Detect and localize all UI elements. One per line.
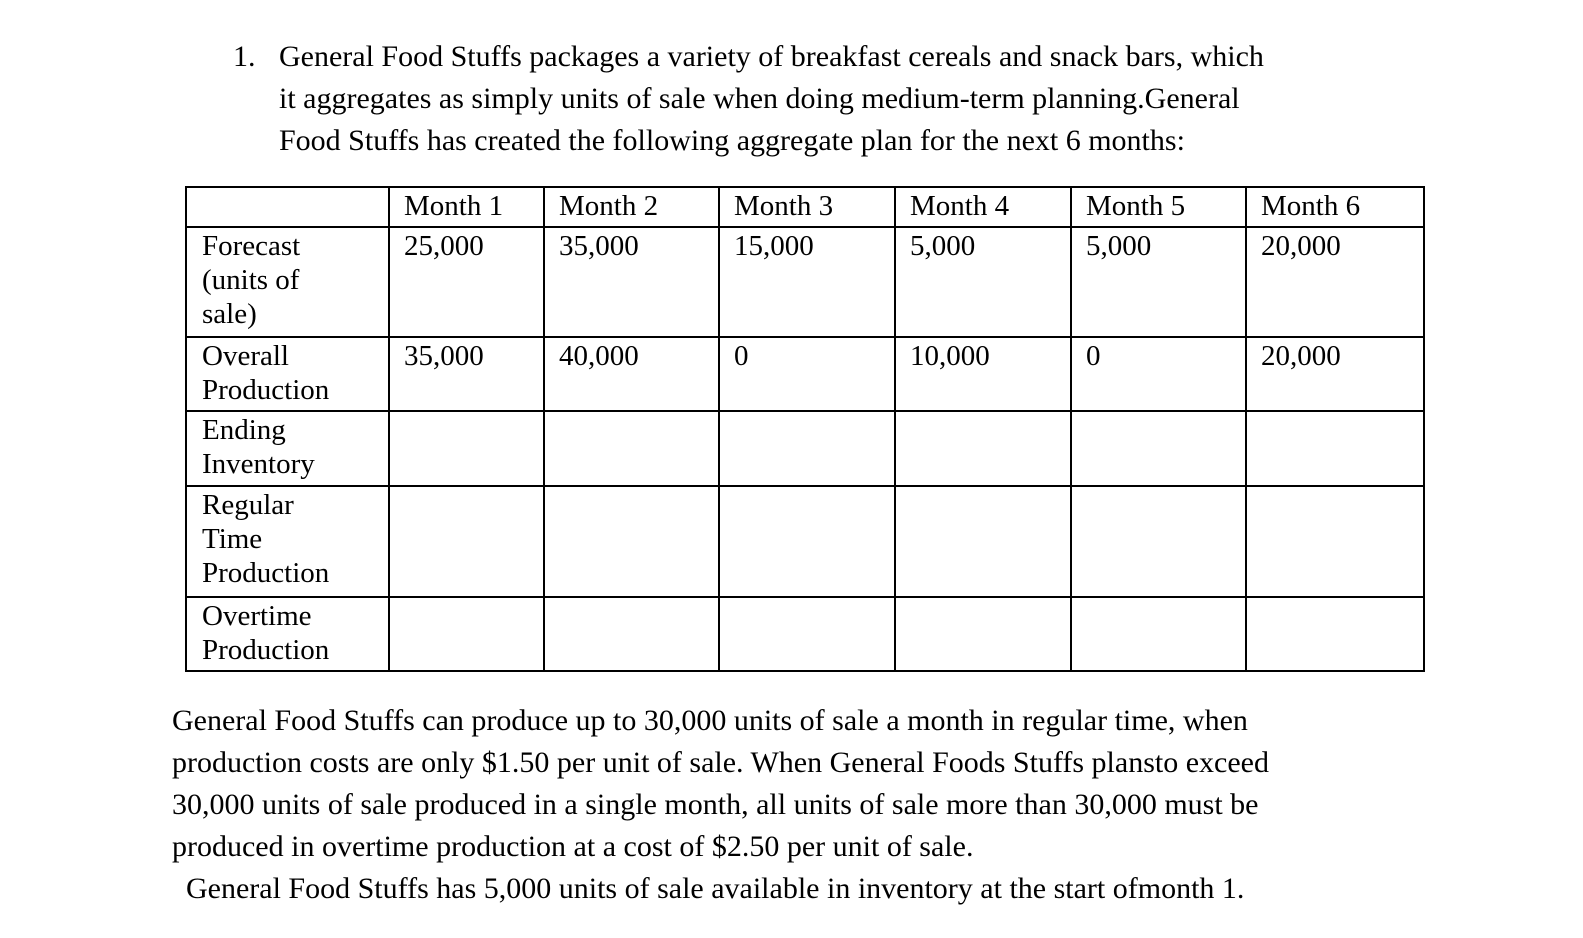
row-label-line: Production bbox=[202, 557, 330, 589]
table-cell: 10,000 bbox=[895, 337, 1071, 411]
table-cell bbox=[719, 486, 895, 597]
row-label-overall-production bbox=[186, 337, 389, 411]
header-month-2: Month 2 bbox=[544, 187, 719, 227]
row-label-regular-time-production bbox=[186, 486, 389, 597]
table-row-regular-time-production bbox=[186, 486, 1424, 597]
row-label-line: (units of bbox=[202, 264, 300, 296]
table-cell bbox=[895, 486, 1071, 597]
info-paragraph bbox=[172, 700, 1372, 910]
table-cell: 35,000 bbox=[544, 227, 719, 337]
table-cell: 0 bbox=[719, 337, 895, 411]
row-label-forecast bbox=[186, 227, 389, 337]
row-label-ending-inventory bbox=[186, 411, 389, 486]
row-label-line: Production bbox=[202, 634, 330, 666]
table-cell bbox=[389, 597, 544, 671]
question-line: it aggregates as simply units of sale when doing medium-term planning.General bbox=[279, 82, 1240, 115]
table-cell bbox=[1246, 597, 1424, 671]
row-label-line: Forecast bbox=[202, 230, 301, 262]
header-month-6: Month 6 bbox=[1246, 187, 1424, 227]
table-cell bbox=[389, 411, 544, 486]
question-line: General Food Stuffs packages a variety of breakfast cereals and snack bars, which bbox=[279, 40, 1264, 73]
table-cell: 40,000 bbox=[544, 337, 719, 411]
info-line: produced in overtime production at a cost of $2.50 per unit of sale. bbox=[172, 830, 974, 863]
table-cell: 0 bbox=[1071, 337, 1246, 411]
table-cell: 5,000 bbox=[1071, 227, 1246, 337]
question-text bbox=[279, 36, 1354, 162]
table-cell: 20,000 bbox=[1246, 227, 1424, 337]
info-line: 30,000 units of sale produced in a single month, all units of sale more than 30,000 must be bbox=[172, 788, 1259, 821]
table-cell bbox=[389, 486, 544, 597]
table-cell bbox=[1246, 486, 1424, 597]
row-label-line: Production bbox=[202, 374, 330, 406]
row-label-line: Overall bbox=[202, 340, 289, 372]
table-cell bbox=[1071, 486, 1246, 597]
question-line: Food Stuffs has created the following aggregate plan for the next 6 months: bbox=[279, 124, 1185, 157]
table-cell bbox=[895, 411, 1071, 486]
table-cell bbox=[544, 411, 719, 486]
table-header-row bbox=[186, 187, 1424, 227]
table-cell: 35,000 bbox=[389, 337, 544, 411]
row-label-overtime-production bbox=[186, 597, 389, 671]
table-row-overtime-production bbox=[186, 597, 1424, 671]
table-cell bbox=[719, 597, 895, 671]
table-cell bbox=[895, 597, 1071, 671]
table-corner-cell bbox=[186, 187, 389, 227]
row-label-line: sale) bbox=[202, 298, 257, 330]
row-label-line: Regular bbox=[202, 489, 294, 521]
header-month-5: Month 5 bbox=[1071, 187, 1246, 227]
table-row-ending-inventory bbox=[186, 411, 1424, 486]
header-month-3: Month 3 bbox=[719, 187, 895, 227]
inventory-note: General Food Stuffs has 5,000 units of sale available in inventory at the start ofmonth 1. bbox=[186, 872, 1245, 905]
table-cell bbox=[1071, 411, 1246, 486]
question-number: 1. bbox=[233, 40, 256, 73]
table-cell bbox=[1071, 597, 1246, 671]
table-row-overall-production bbox=[186, 337, 1424, 411]
table-row-forecast bbox=[186, 227, 1424, 337]
row-label-line: Ending bbox=[202, 414, 286, 446]
table-cell bbox=[1246, 411, 1424, 486]
row-label-line: Inventory bbox=[202, 448, 315, 480]
row-label-line: Overtime bbox=[202, 600, 312, 632]
info-line: production costs are only $1.50 per unit of sale. When General Foods Stuffs plansto exceed bbox=[172, 746, 1269, 779]
row-label-line: Time bbox=[202, 523, 263, 555]
table-cell bbox=[544, 486, 719, 597]
table-cell bbox=[544, 597, 719, 671]
info-line: General Food Stuffs can produce up to 30,000 units of sale a month in regular time, when bbox=[172, 704, 1248, 737]
table-cell: 15,000 bbox=[719, 227, 895, 337]
header-month-1: Month 1 bbox=[389, 187, 544, 227]
header-month-4: Month 4 bbox=[895, 187, 1071, 227]
table-cell bbox=[719, 411, 895, 486]
table-cell: 20,000 bbox=[1246, 337, 1424, 411]
table-cell: 5,000 bbox=[895, 227, 1071, 337]
table-cell: 25,000 bbox=[389, 227, 544, 337]
aggregate-plan-table bbox=[185, 186, 1425, 672]
